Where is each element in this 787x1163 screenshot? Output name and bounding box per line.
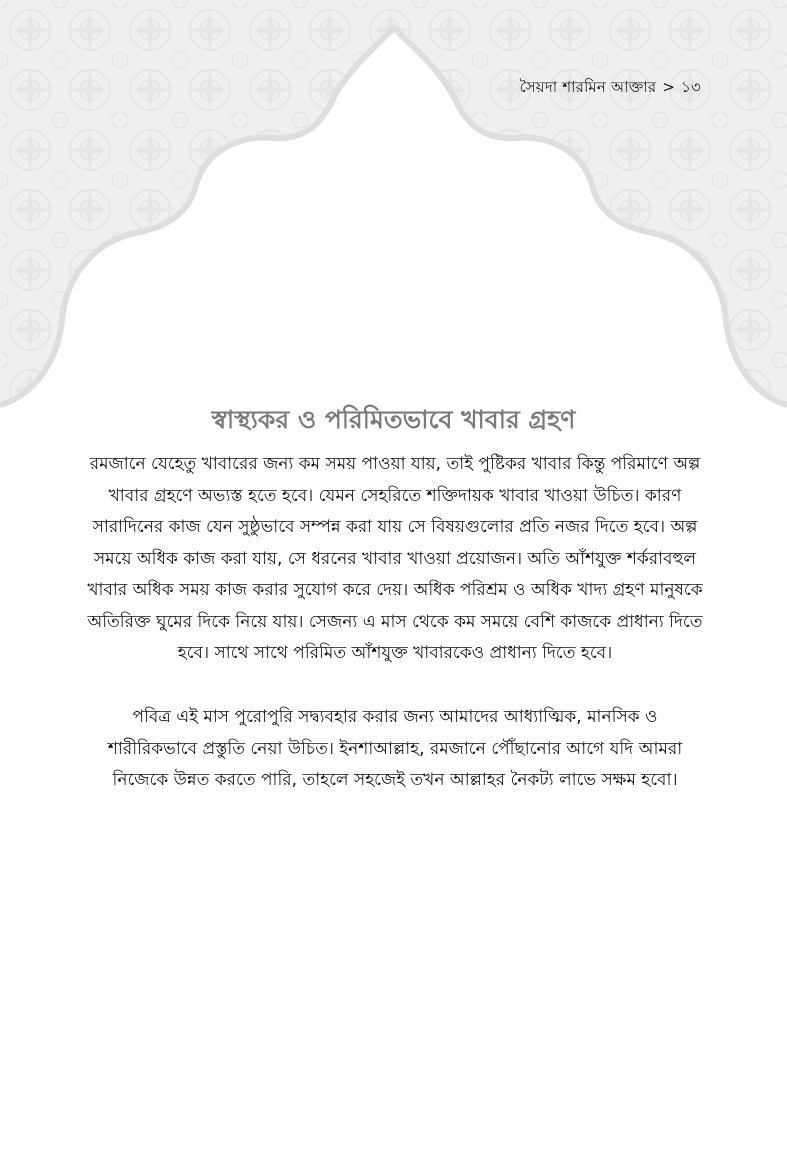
running-header (520, 76, 701, 101)
paragraph-2: পবিত্র এই মাস পুরোপুরি সদ্ব্যবহার করার জন্য আমাদের আধ্যাত্মিক, মানসিক ও শারীরিকভাবে প্রস্তুতি নেয়া উচিত। ইনশাআল্লাহ, রমজানে পৌঁছানোর আগে যদি আমরা নিজেকে উন্নত করতে পারি, তাহলে সহজেই তখন আল্লাহর নৈকট্য লাভে সক্ষম হবো। (107, 707, 683, 790)
paragraph-1: রমজানে যেহেতু খাবারের জন্য কম সময় পাওয়া যায়, তাই পুষ্টিকর খাবার কিন্তু পরিমাণে অল্প খাবার গ্রহণে অভ্যস্ত হতে হবে। যেমন সেহরিতে শক্তিদায়ক খাবার খাওয়া উচিত। কারণ সারাদিনের কাজ যেন সুষ্ঠুভাবে সম্পন্ন করা যায় সে বিষয়গুলোর প্রতি নজর দিতে হবে। অল্প সময়ে অধিক কাজ করা যায়, সে ধরনের খাবার খাওয়া প্রয়োজন। অতি আঁশযুক্ত শর্করাবহুল খাবার অধিক সময় কাজ করার সুযোগ করে দেয়। অধিক পরিশ্রম ও অধিক খাদ্য গ্রহণ মানুষকে অতিরিক্ত ঘুমের দিকে নিয়ে যায়। সেজন্য এ মাস থেকে কম সময়ে বেশি কাজকে প্রাধান্য দিতে হবে। সাথে সাথে পরিমিত আঁশযুক্ত খাবারকেও প্রাধান্য দিতে হবে। (87, 454, 703, 663)
author-name: সৈয়দা শারমিন আক্তার (519, 78, 657, 96)
header-separator: > (662, 78, 676, 96)
section-title: স্বাস্থ্যকর ও পরিমিতভাবে খাবার গ্রহণ (211, 405, 576, 434)
page-number: ১৩ (681, 78, 701, 96)
decorative-arch-ornament (0, 0, 787, 420)
